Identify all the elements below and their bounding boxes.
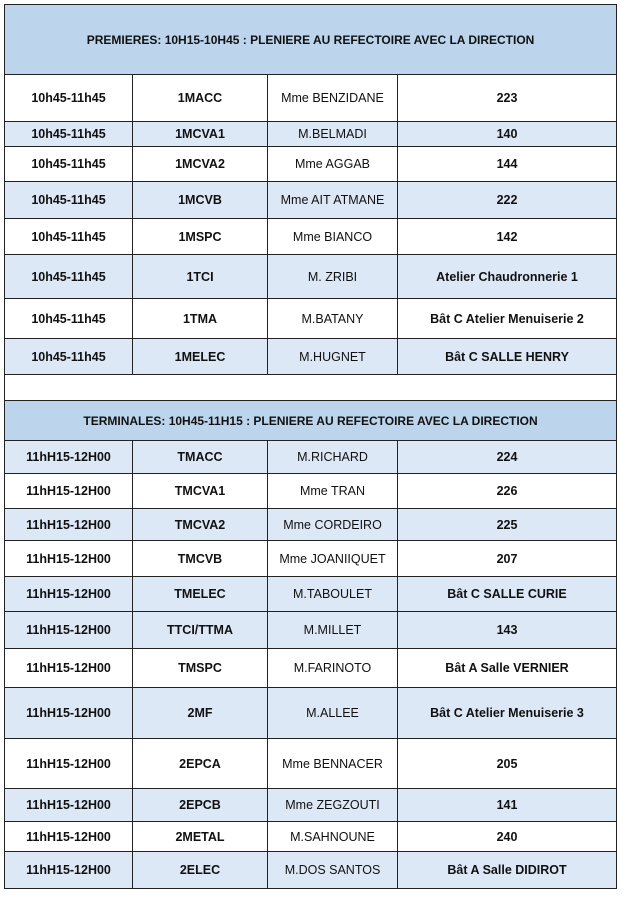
table-row: [5, 122, 617, 147]
time-cell: 11hH15-12H00: [5, 541, 133, 577]
spacer-cell: [5, 375, 617, 401]
teacher-cell: M.MILLET: [268, 612, 398, 649]
time-cell: 10h45-11h45: [5, 122, 133, 147]
table-row: [5, 255, 617, 299]
teacher-cell: M.ALLEE: [268, 688, 398, 739]
time-cell: 11hH15-12H00: [5, 649, 133, 688]
time-cell: 10h45-11h45: [5, 75, 133, 122]
table-row: [5, 577, 617, 612]
table-row: [5, 612, 617, 649]
class-cell: TMSPC: [133, 649, 268, 688]
room-cell: 225: [398, 509, 617, 541]
class-cell: 1MCVA2: [133, 147, 268, 182]
premieres-header: PREMIERES: 10H15-10H45 : PLENIERE AU REFECTOIRE AVEC LA DIRECTION: [5, 5, 617, 75]
room-cell: 222: [398, 182, 617, 219]
class-cell: 2EPCA: [133, 739, 268, 789]
class-cell: 1MELEC: [133, 339, 268, 375]
table-row: [5, 219, 617, 255]
room-cell: Bât C SALLE CURIE: [398, 577, 617, 612]
table-row: [5, 852, 617, 889]
table-row: [5, 147, 617, 182]
table-row: [5, 509, 617, 541]
room-cell: Bât C Atelier Menuiserie 3: [398, 688, 617, 739]
teacher-cell: M.RICHARD: [268, 441, 398, 474]
time-cell: 10h45-11h45: [5, 299, 133, 339]
premieres-header-row: [5, 5, 617, 75]
class-cell: TMACC: [133, 441, 268, 474]
table-row: [5, 339, 617, 375]
teacher-cell: M.TABOULET: [268, 577, 398, 612]
room-cell: 143: [398, 612, 617, 649]
teacher-cell: M.HUGNET: [268, 339, 398, 375]
table-row: [5, 541, 617, 577]
room-cell: Atelier Chaudronnerie 1: [398, 255, 617, 299]
teacher-cell: Mme BENZIDANE: [268, 75, 398, 122]
teacher-cell: Mme AIT ATMANE: [268, 182, 398, 219]
class-cell: 1TCI: [133, 255, 268, 299]
class-cell: 1MACC: [133, 75, 268, 122]
class-cell: TMCVA2: [133, 509, 268, 541]
teacher-cell: Mme TRAN: [268, 474, 398, 509]
room-cell: 207: [398, 541, 617, 577]
time-cell: 11hH15-12H00: [5, 822, 133, 852]
room-cell: Bât C Atelier Menuiserie 2: [398, 299, 617, 339]
class-cell: 1TMA: [133, 299, 268, 339]
teacher-cell: M.BATANY: [268, 299, 398, 339]
table-row: [5, 474, 617, 509]
table-row: [5, 649, 617, 688]
teacher-cell: M.FARINOTO: [268, 649, 398, 688]
class-cell: TMCVB: [133, 541, 268, 577]
room-cell: 240: [398, 822, 617, 852]
class-cell: 2EPCB: [133, 789, 268, 822]
time-cell: 10h45-11h45: [5, 182, 133, 219]
time-cell: 11hH15-12H00: [5, 441, 133, 474]
room-cell: 205: [398, 739, 617, 789]
time-cell: 10h45-11h45: [5, 339, 133, 375]
table-row: [5, 441, 617, 474]
teacher-cell: M.SAHNOUNE: [268, 822, 398, 852]
time-cell: 11hH15-12H00: [5, 577, 133, 612]
schedule-table: [4, 4, 617, 889]
class-cell: 1MCVA1: [133, 122, 268, 147]
room-cell: Bât C SALLE HENRY: [398, 339, 617, 375]
class-cell: 2MF: [133, 688, 268, 739]
teacher-cell: Mme BIANCO: [268, 219, 398, 255]
table-row: [5, 789, 617, 822]
time-cell: 10h45-11h45: [5, 255, 133, 299]
time-cell: 11hH15-12H00: [5, 612, 133, 649]
time-cell: 11hH15-12H00: [5, 474, 133, 509]
class-cell: 2ELEC: [133, 852, 268, 889]
teacher-cell: M.DOS SANTOS: [268, 852, 398, 889]
terminales-header-row: [5, 401, 617, 441]
teacher-cell: Mme JOANIIQUET: [268, 541, 398, 577]
table-row: [5, 822, 617, 852]
room-cell: Bât A Salle VERNIER: [398, 649, 617, 688]
teacher-cell: Mme CORDEIRO: [268, 509, 398, 541]
room-cell: 224: [398, 441, 617, 474]
time-cell: 11hH15-12H00: [5, 739, 133, 789]
room-cell: 223: [398, 75, 617, 122]
schedule-body: [5, 5, 617, 889]
class-cell: 1MSPC: [133, 219, 268, 255]
teacher-cell: M. ZRIBI: [268, 255, 398, 299]
terminales-header: TERMINALES: 10H45-11H15 : PLENIERE AU REFECTOIRE AVEC LA DIRECTION: [5, 401, 617, 441]
room-cell: 142: [398, 219, 617, 255]
room-cell: 141: [398, 789, 617, 822]
table-row: [5, 75, 617, 122]
time-cell: 11hH15-12H00: [5, 509, 133, 541]
class-cell: TMELEC: [133, 577, 268, 612]
room-cell: 144: [398, 147, 617, 182]
time-cell: 11hH15-12H00: [5, 688, 133, 739]
time-cell: 10h45-11h45: [5, 147, 133, 182]
teacher-cell: Mme ZEGZOUTI: [268, 789, 398, 822]
teacher-cell: Mme BENNACER: [268, 739, 398, 789]
time-cell: 11hH15-12H00: [5, 789, 133, 822]
table-row: [5, 739, 617, 789]
table-row: [5, 299, 617, 339]
room-cell: 140: [398, 122, 617, 147]
class-cell: TMCVA1: [133, 474, 268, 509]
room-cell: 226: [398, 474, 617, 509]
teacher-cell: M.BELMADI: [268, 122, 398, 147]
spacer-row: [5, 375, 617, 401]
class-cell: 2METAL: [133, 822, 268, 852]
time-cell: 11hH15-12H00: [5, 852, 133, 889]
class-cell: TTCI/TTMA: [133, 612, 268, 649]
teacher-cell: Mme AGGAB: [268, 147, 398, 182]
table-row: [5, 688, 617, 739]
class-cell: 1MCVB: [133, 182, 268, 219]
room-cell: Bât A Salle DIDIROT: [398, 852, 617, 889]
time-cell: 10h45-11h45: [5, 219, 133, 255]
table-row: [5, 182, 617, 219]
